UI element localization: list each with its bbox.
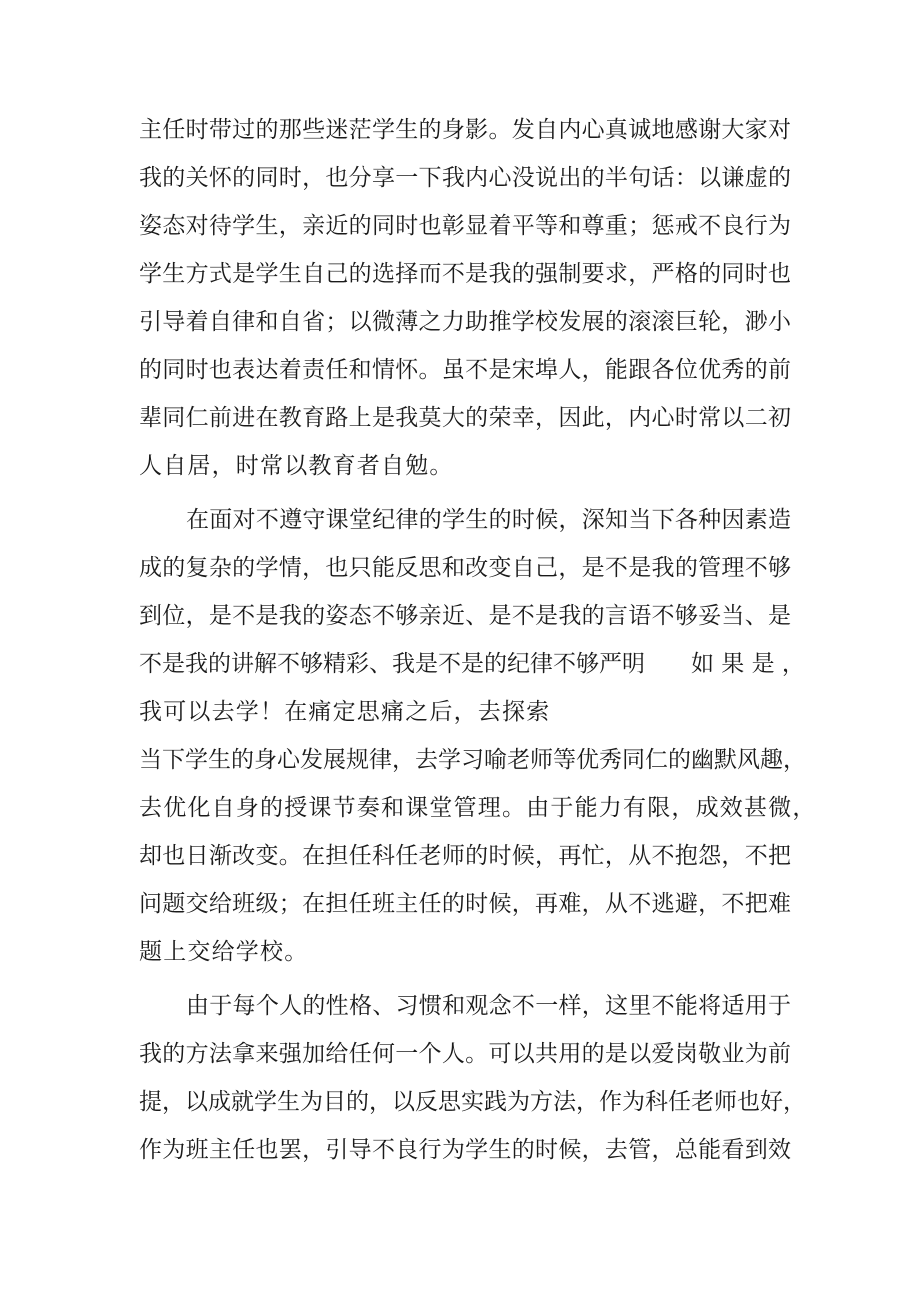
text-line: 不是我的讲解不够精彩、我是不是的纪律不够严明 如 果 是 ， — [139, 651, 805, 677]
text-line: 成的复杂的学情，也只能反思和改变自己，是不是我的管理不够 — [139, 555, 791, 581]
text-line: 我的关怀的同时，也分享一下我内心没说出的半句话：以谦虚的 — [139, 165, 791, 191]
text-line: 问题交给班级；在担任班主任的时候，再难，从不逃避，不把难 — [139, 891, 791, 917]
text-line: 的同时也表达着责任和情怀。虽不是宋埠人，能跟各位优秀的前 — [139, 357, 791, 383]
text-line: 到位，是不是我的姿态不够亲近、是不是我的言语不够妥当、是 — [139, 603, 791, 629]
text-line: 却也日渐改变。在担任科任老师的时候，再忙，从不抱怨，不把 — [139, 843, 791, 869]
text-line: 题上交给学校。 — [139, 939, 309, 965]
text-line: 作为班主任也罢，引导不良行为学生的时候，去管，总能看到效 — [139, 1137, 791, 1163]
text-line: 辈同仁前进在教育路上是我莫大的荣幸，因此，内心时常以二初 — [139, 405, 791, 431]
paragraph-start-line: 由于每个人的性格、习惯和观念不一样，这里不能将适用于 — [186, 993, 791, 1019]
text-line: 去优化自身的授课节奏和课堂管理。由于能力有限，成效甚微， — [139, 795, 817, 821]
text-line: 学生方式是学生自己的选择而不是我的强制要求，严格的同时也 — [139, 261, 791, 287]
text-line: 我可以去学！在痛定思痛之后，去探索 — [139, 699, 551, 725]
paragraph-start-line: 在面对不遵守课堂纪律的学生的时候，深知当下各种因素造 — [186, 507, 791, 533]
text-line: 我的方法拿来强加给任何一个人。可以共用的是以爱岗敬业为前 — [139, 1041, 791, 1067]
text-line: 主任时带过的那些迷茫学生的身影。发自内心真诚地感谢大家对 — [139, 117, 791, 143]
text-line: 姿态对待学生，亲近的同时也彰显着平等和尊重；惩戒不良行为 — [139, 213, 791, 239]
text-line: 人自居，时常以教育者自勉。 — [139, 453, 454, 479]
text-line: 提，以成就学生为目的，以反思实践为方法，作为科任老师也好， — [139, 1089, 806, 1115]
text-line: 引导着自律和自省；以微薄之力助推学校发展的滚滚巨轮，渺小 — [139, 309, 791, 335]
text-line: 当下学生的身心发展规律，去学习喻老师等优秀同仁的幽默风趣， — [139, 747, 806, 773]
